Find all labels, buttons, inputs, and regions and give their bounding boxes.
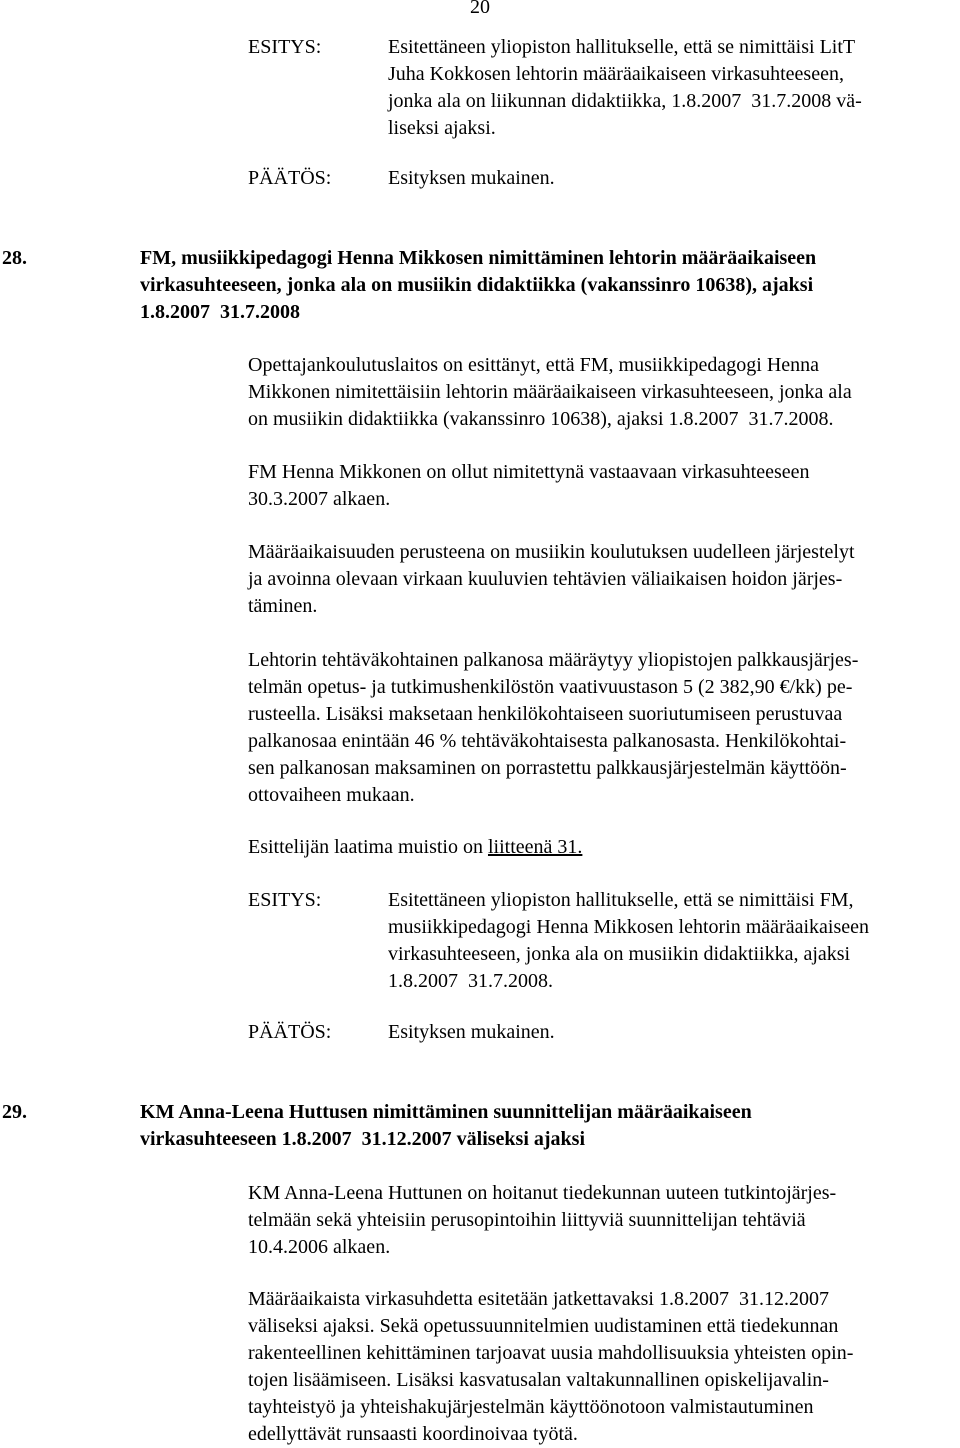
paragraph: FM Henna Mikkonen on ollut nimitettynä vastaavaan virkasuhteeseen 30.3.2007 alkaen. bbox=[248, 461, 810, 510]
paatos-label: PÄÄTÖS: bbox=[248, 1021, 332, 1043]
item-number: 28. bbox=[2, 247, 27, 269]
item-title: KM Anna-Leena Huttusen nimittäminen suunnittelijan määräaikaiseen virkasuhteeseen 1.8.2007 31.12.2007 väliseksi ajaksi bbox=[140, 1101, 752, 1150]
attachment-reference bbox=[248, 834, 958, 861]
paragraph: KM Anna-Leena Huttunen on hoitanut tiedekunnan uuteen tutkintojärjes- telmään sekä yhteisiin perusopintoihin liittyviä suunnittelijan tehtäviä 10.4.2006 alkaen. bbox=[248, 1182, 837, 1258]
paatos-text: Esityksen mukainen. bbox=[388, 1021, 555, 1043]
esitys-label: ESITYS: bbox=[248, 36, 322, 58]
paatos-label: PÄÄTÖS: bbox=[248, 167, 332, 189]
page-number: 20 bbox=[470, 0, 490, 18]
item-title: FM, musiikkipedagogi Henna Mikkosen nimittäminen lehtorin määräaikaiseen virkasuhteeseen, jonka ala on musiikin didaktiikka (vakanssinro 10638), ajaksi 1.8.2007 31.7.2008 bbox=[140, 247, 817, 323]
paragraph: Määräaikaista virkasuhdetta esitetään jatkettavaksi 1.8.2007 31.12.2007 väliseksi ajaksi. Sekä opetussuunnitelmien uudistaminen että tiedekunnan rakenteellinen kehittäminen tarjoavat uusia mahdollisuuksia yhteisten opin- tojen lisäämiseen. Lisäksi kasvatusalan valtakunnallinen opiskelijavalin- tayhteistyö ja yhteishakujärjestelmän käyttöönotoon valmistautuminen edellyttävät runsaasti koordinoivaa työtä. bbox=[248, 1288, 854, 1445]
paragraph: Lehtorin tehtäväkohtainen palkanosa määräytyy yliopistojen palkkausjärjes- telmän opetus- ja tutkimushenkilöstön vaativuustason 5 (2 382,90 €/kk) pe- rusteella. Lisäksi maksetaan henkilökohtaiseen suoriutumiseen perustuvaa palkanosaa enintään 46 % tehtäväkohtaisesta palkanosasta. Henkilökohtai- sen palkanosan maksaminen on porrastettu palkkausjärjestelmän käyttöön- ottovaiheen mukaan. bbox=[248, 649, 859, 806]
item-number: 29. bbox=[2, 1101, 27, 1123]
esitys-label: ESITYS: bbox=[248, 889, 322, 911]
paragraph: Määräaikaisuuden perusteena on musiikin koulutuksen uudelleen järjestelyt ja avoinna olevaan virkaan kuuluvien tehtävien väliaikaisen hoidon järjes- täminen. bbox=[248, 541, 855, 617]
paragraph: Opettajankoulutuslaitos on esittänyt, että FM, musiikkipedagogi Henna Mikkonen nimitettäisiin lehtorin määräaikaiseen virkasuhteeseen, jonka ala on musiikin didaktiikka (vakanssinro 10638), ajaksi 1.8.2007 31.7.2008. bbox=[248, 354, 852, 430]
paatos-text: Esityksen mukainen. bbox=[388, 167, 555, 189]
attachment-link[interactable]: liitteenä 31. bbox=[487, 836, 583, 858]
esitys-text: Esitettäneen yliopiston hallitukselle, että se nimittäisi LitT Juha Kokkosen lehtorin määräaikaiseen virkasuhteeseen, jonka ala on liikunnan didaktiikka, 1.8.2007 31.7.2008 vä- liseksi ajaksi. bbox=[388, 36, 862, 139]
esitys-text: Esitettäneen yliopiston hallitukselle, että se nimittäisi FM, musiikkipedagogi Henna Mikkosen lehtorin määräaikaiseen virkasuhteeseen, jonka ala on musiikin didaktiikka, ajaksi 1.8.2007 31.7.2008. bbox=[388, 889, 869, 992]
attachment-text: Esittelijän laatima muistio on bbox=[248, 836, 488, 858]
